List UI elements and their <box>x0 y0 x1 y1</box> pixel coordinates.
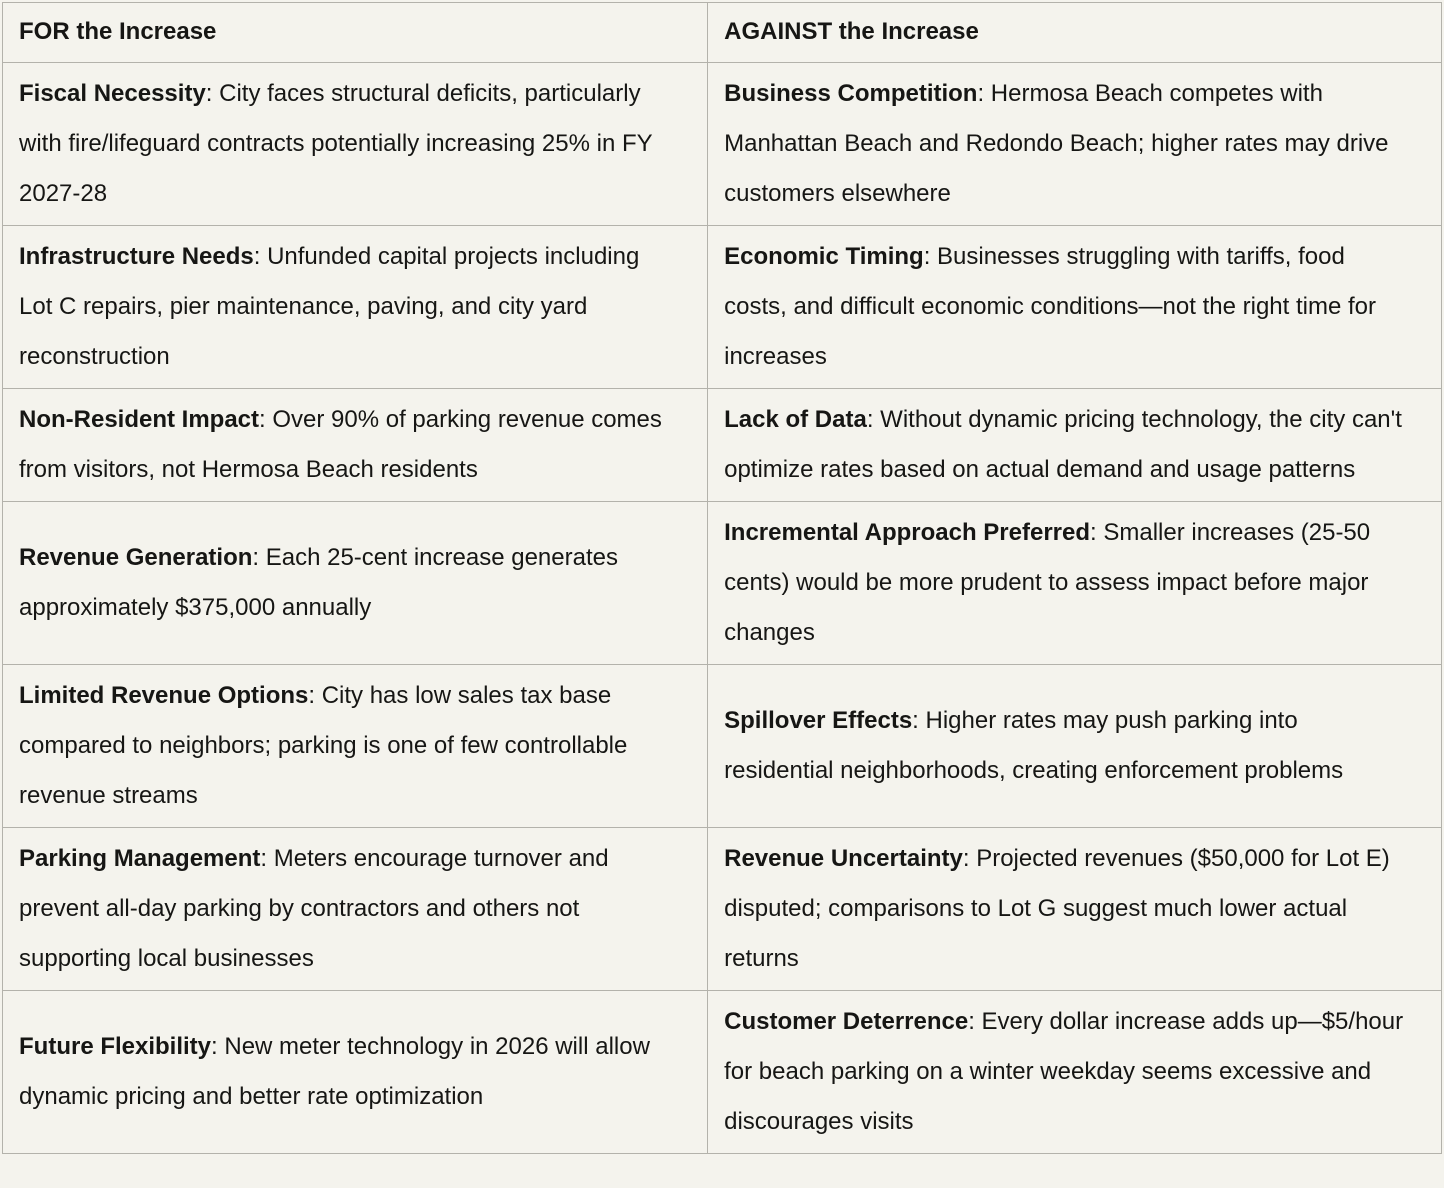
argument-term: Lack of Data <box>724 405 867 433</box>
for-column-header: FOR the Increase <box>3 3 708 63</box>
argument-cell-for <box>3 225 708 388</box>
table-row <box>3 225 1442 388</box>
argument-desc: : New meter technology in 2026 will allow dynamic pricing and better rate optimization <box>19 1032 650 1110</box>
argument-desc: : Over 90% of parking revenue comes from visitors, not Hermosa Beach residents <box>19 405 662 483</box>
argument-cell-for <box>3 388 708 501</box>
header-row <box>3 3 1442 63</box>
argument-desc: : Meters encourage turnover and prevent all-day parking by contractors and others not supporting local businesses <box>19 844 609 972</box>
table-row <box>3 388 1442 501</box>
argument-cell-for <box>3 62 708 225</box>
argument-desc: : Hermosa Beach competes with Manhattan Beach and Redondo Beach; higher rates may drive customers elsewhere <box>724 79 1389 207</box>
argument-term: Revenue Generation <box>19 543 253 571</box>
argument-cell-against <box>708 990 1442 1153</box>
argument-term: Fiscal Necessity <box>19 79 206 107</box>
argument-desc: : Every dollar increase adds up—$5/hour for beach parking on a winter weekday seems excessive and discourages visits <box>724 1007 1404 1135</box>
argument-desc: : Without dynamic pricing technology, the city can't optimize rates based on actual demand and usage patterns <box>724 405 1402 483</box>
against-column-header: AGAINST the Increase <box>708 3 1442 63</box>
table-row <box>3 62 1442 225</box>
argument-term: Revenue Uncertainty <box>724 844 963 872</box>
argument-cell-for <box>3 664 708 827</box>
argument-term: Business Competition <box>724 79 978 107</box>
argument-cell-against <box>708 62 1442 225</box>
comparison-table <box>2 2 1442 1154</box>
argument-term: Economic Timing <box>724 242 924 270</box>
argument-term: Incremental Approach Preferred <box>724 518 1091 546</box>
argument-desc: : Each 25-cent increase generates approximately $375,000 annually <box>19 543 618 621</box>
argument-cell-for <box>3 501 708 664</box>
table-row <box>3 664 1442 827</box>
table-row <box>3 827 1442 990</box>
argument-cell-against <box>708 827 1442 990</box>
argument-desc: : Higher rates may push parking into residential neighborhoods, creating enforcement problems <box>724 706 1344 784</box>
argument-desc: : City has low sales tax base compared to neighbors; parking is one of few controllable revenue streams <box>19 681 628 809</box>
table-row <box>3 990 1442 1153</box>
argument-cell-against <box>708 225 1442 388</box>
argument-cell-for <box>3 990 708 1153</box>
argument-desc: : Smaller increases (25-50 cents) would be more prudent to assess impact before major changes <box>724 518 1371 646</box>
argument-cell-against <box>708 664 1442 827</box>
argument-term: Limited Revenue Options <box>19 681 309 709</box>
argument-term: Infrastructure Needs <box>19 242 254 270</box>
argument-desc: : Projected revenues ($50,000 for Lot E) disputed; comparisons to Lot G suggest much lower actual returns <box>724 844 1390 972</box>
argument-cell-for <box>3 827 708 990</box>
table-row <box>3 501 1442 664</box>
argument-term: Non-Resident Impact <box>19 405 260 433</box>
argument-term: Parking Management <box>19 844 261 872</box>
argument-term: Spillover Effects <box>724 706 913 734</box>
argument-cell-against <box>708 501 1442 664</box>
argument-desc: : Unfunded capital projects including Lot C repairs, pier maintenance, paving, and city yard reconstruction <box>19 242 640 370</box>
argument-cell-against <box>708 388 1442 501</box>
argument-desc: : City faces structural deficits, particularly with fire/lifeguard contracts potentially increasing 25% in FY 2027-28 <box>19 79 653 207</box>
argument-term: Customer Deterrence <box>724 1007 969 1035</box>
argument-term: Future Flexibility <box>19 1032 212 1060</box>
argument-desc: : Businesses struggling with tariffs, food costs, and difficult economic conditions—not the right time for increases <box>724 242 1376 370</box>
